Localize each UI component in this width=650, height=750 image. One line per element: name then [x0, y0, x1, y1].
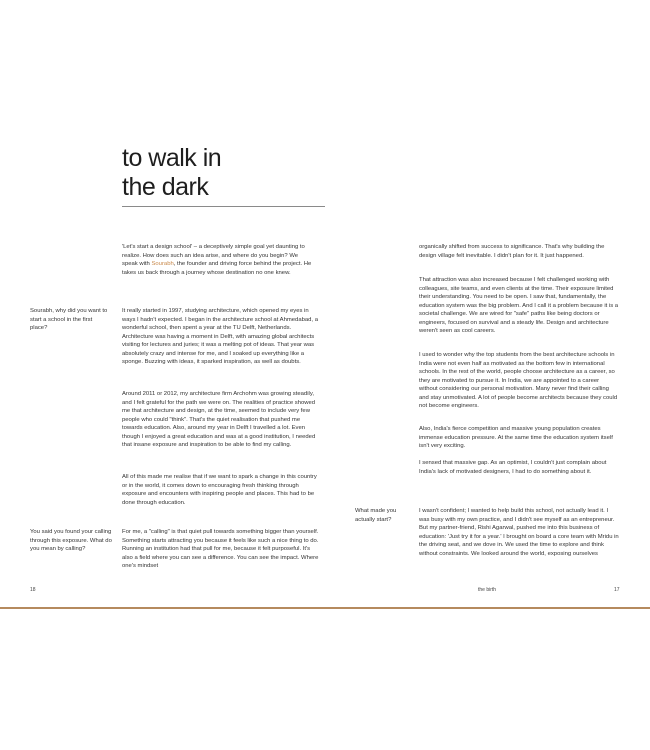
- right-paragraph-5: I sensed that massive gap. As an optimist, I couldn't just complain about India's lack of motivated designers, I had to do something about it.: [419, 460, 607, 475]
- answer-1-paragraph-1: It really started in 1997, studying architecture, which opened my eyes in ways I hadn't expected. I began in the architecture school at Ahmedabad, a wonderful school, then spent a year at the TU Delft, Netherlands. Architecture was having a moment in Delft, with amazing global architects visiting for lectures and juries; it was a melting pot of ideas. That year was absolutely crazy and intense for me, and I soaked up everything like a sponge. Buzzing with ideas, it sparked inspiration, as well as doubts.: [122, 308, 318, 365]
- question-1: Sourabh, why did you want to start a school in the first place?: [30, 308, 108, 331]
- right-paragraph-4: Also, India's fierce competition and massive young population creates immense education pressure. At the same time the education system itself isn't very exciting.: [419, 426, 613, 449]
- answer-1-paragraph-3: All of this made me realise that if we want to spark a change in this country or in the world, it comes down to encouraging fresh thinking through exposure and encounters with inspiring people and places. This had to be done through education.: [122, 474, 317, 506]
- intro-text-after: , the founder and driving force behind the project. He takes us back through a journey whose destination no one knew.: [122, 261, 312, 276]
- intro-highlight-name: Sourabh: [151, 261, 174, 267]
- intro-paragraph: [122, 243, 312, 277]
- answer-1-paragraph-2: Around 2011 or 2012, my architecture firm Archohm was growing steadily, and I felt grateful for the path we were on. The realities of practice showed me that architecture and design, at the time, seemed to include very few people who could "think". That's the quiet realisation that pushed me towards education. Also, around my year in Delft I travelled a lot. Even though I enjoyed a great education and was at a good institution, I needed that insane exposure and inspiration to be able to find my calling.: [122, 391, 316, 448]
- chapter-title: [122, 144, 221, 202]
- answer-3-paragraph-1: I wasn't confident; I wanted to help build this school, not actually lead it. I was busy with my own practice, and I didn't see myself as an entrepreneur. But my partner-friend, Rishi Agarwal, pushed me into this business of education: 'Just try it for a year.' I brought on board a core team with Mridu in the driving seat, and we dove in. We used the time to explore and think without constraints. We looked around the world, exposing ourselves: [419, 508, 619, 557]
- left-page-number: 18: [30, 587, 36, 593]
- chapter-title-line-1: to walk in: [122, 144, 222, 172]
- running-head: the birth: [478, 587, 497, 593]
- chapter-title-line-2: the dark: [122, 173, 209, 201]
- title-divider: [122, 206, 325, 207]
- right-page-number: 17: [614, 587, 620, 593]
- answer-2-paragraph-1: For me, a "calling" is that quiet pull towards something bigger than yourself. Something starts attracting you because it feels like such a nice thing to do. Running an institution had that pull for me, because it felt purposeful. It's also a field where you can see a difference. You can see the impact. Where one's mindset: [122, 529, 319, 569]
- right-paragraph-2: That attraction was also increased because I felt challenged working with colleagues, site teams, and even clients at the time. Their exposure limited their understanding. You need to be open. I saw that, fundamentally, the education system was the big problem. And I call it a problem because it is a societal challenge. We are wired for "safe" paths like being doctors or engineers, focused on survival and a steady life. Design and architecture weren't seen as cool careers.: [419, 277, 619, 334]
- question-3: What made you actually start?: [355, 508, 397, 523]
- bottom-accent-rule: [0, 607, 650, 609]
- intro-text-before: 'Let's start a design school' – a deceptively simple goal yet daunting to realize. How does such an idea arise, and where do you begin? We speak with: [122, 244, 305, 267]
- right-paragraph-3: I used to wonder why the top students from the best architecture schools in India were not even half as motivated as the bottom few in international schools. In the rest of the world, people choose architecture as a career, so they are motivated to pursue it. In India, we are appointed to a career without considering our personal motivation. Many never find their calling and stay unmotivated. A lot of people become architects because they could not become engineers.: [419, 352, 618, 409]
- right-paragraph-1: organically shifted from success to significance. That's why building the design village felt inevitable. I didn't plan for it. It just happened.: [419, 244, 605, 259]
- question-2: You said you found your calling through this exposure. What do you mean by calling?: [30, 529, 112, 552]
